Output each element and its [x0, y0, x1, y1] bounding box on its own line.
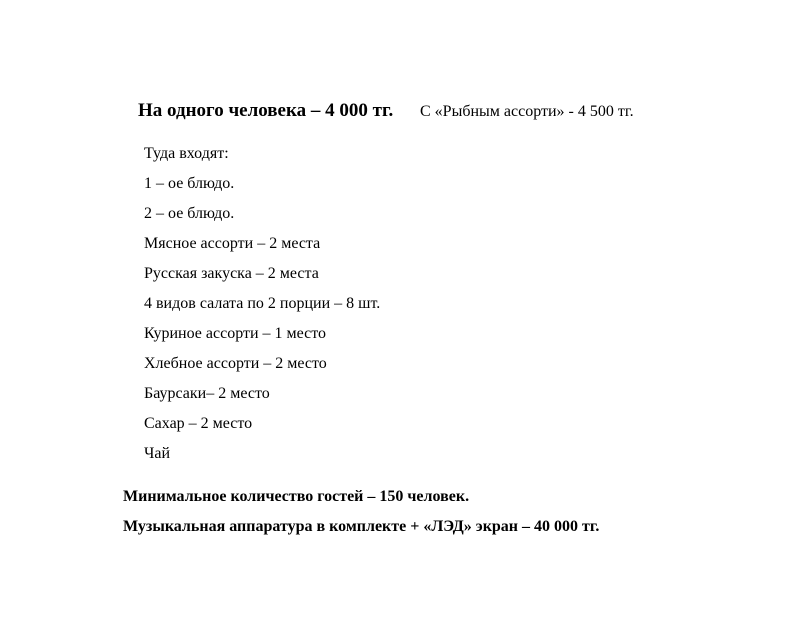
price-per-person: На одного человека – 4 000 тг. — [138, 100, 394, 121]
menu-item: Русская закуска – 2 места — [144, 265, 319, 282]
menu-item: 4 видов салата по 2 порции – 8 шт. — [144, 295, 381, 312]
menu-item: Мясное ассорти – 2 места — [144, 235, 321, 252]
menu-item: Баурсаки– 2 место — [144, 385, 270, 402]
menu-item: Чай — [144, 445, 171, 462]
menu-list — [144, 145, 380, 475]
music-equipment: Музыкальная аппаратура в комплекте + «ЛЭД» экран – 40 000 тг. — [123, 518, 600, 535]
menu-intro: Туда входят: — [144, 145, 229, 162]
menu-item: Хлебное ассорти – 2 место — [144, 355, 327, 372]
minimum-guests: Минимальное количество гостей – 150 человек. — [123, 488, 470, 505]
fish-assortment-price: С «Рыбным ассорти» - 4 500 тг. — [420, 103, 634, 120]
menu-item: Куриное ассорти – 1 место — [144, 325, 327, 342]
menu-item: 1 – ое блюдо. — [144, 175, 235, 192]
menu-item: Сахар – 2 место — [144, 415, 253, 432]
menu-item: 2 – ое блюдо. — [144, 205, 235, 222]
